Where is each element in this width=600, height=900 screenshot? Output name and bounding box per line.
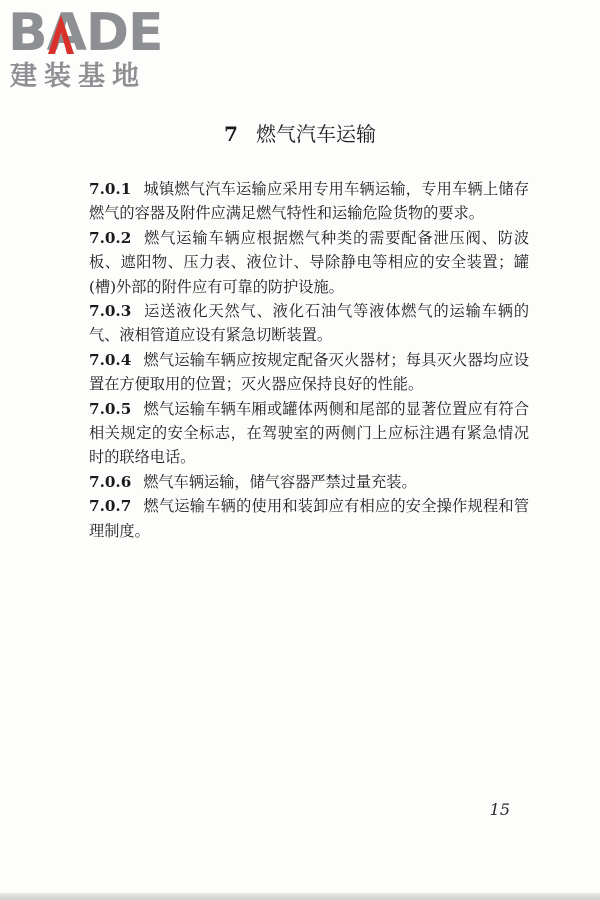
clause-text: 燃气运输车辆应按规定配备灭火器材；每具灭火器均应设置在方便取用的位置；灭火器应保持良好的性能。	[89, 350, 529, 394]
logo-accent-triangle-icon	[46, 12, 76, 56]
clause-list	[89, 177, 529, 543]
clause-text: 燃气运输车辆应根据燃气种类的需要配备泄压阀、防波板、遮阳物、压力表、液位计、导除静电等相应的安全装置；罐(槽)外部的附件应有可靠的防护设施。	[89, 228, 529, 296]
clause-number: 7.0.5	[89, 399, 132, 418]
clause-number: 7.0.6	[89, 472, 132, 491]
page-number: 15	[489, 800, 510, 819]
logo-subtitle: 建装基地	[10, 61, 146, 92]
clause-text: 燃气运输车辆车厢或罐体两侧和尾部的显著位置应有符合相关规定的安全标志，在驾驶室的两侧门上应标注遇有紧急情况时的联络电话。	[89, 399, 529, 467]
chapter-title	[0, 120, 600, 148]
bade-logo	[8, 3, 178, 96]
page-bottom-edge	[0, 893, 600, 900]
clause-number: 7.0.4	[89, 350, 132, 369]
clause-number: 7.0.1	[89, 180, 132, 198]
clause-7-0-2	[89, 226, 529, 299]
clause-text: 燃气车辆运输，储气容器严禁过量充装。	[143, 472, 417, 491]
clause-7-0-1	[89, 177, 529, 226]
clause-7-0-7	[89, 494, 529, 543]
logo-wordmark: BADE	[8, 3, 163, 63]
clause-text: 城镇燃气汽车运输应采用专用车辆运输，专用车辆上储存燃气的容器及附件应满足燃气特性和运输危险货物的要求。	[89, 180, 529, 223]
clause-text: 燃气运输车辆的使用和装卸应有相应的安全操作规程和管理制度。	[89, 497, 529, 540]
clause-7-0-6	[89, 470, 529, 494]
logo-accent-shape	[48, 15, 74, 54]
clause-7-0-5	[89, 397, 529, 470]
clause-7-0-3	[89, 299, 529, 348]
clause-7-0-4	[89, 348, 529, 397]
chapter-number: 7	[224, 122, 238, 146]
clause-text: 运送液化天然气、液化石油气等液体燃气的运输车辆的气、液相管道应设有紧急切断装置。	[89, 302, 529, 345]
clause-number: 7.0.2	[89, 228, 132, 247]
clause-number: 7.0.3	[89, 302, 132, 321]
chapter-title-text: 燃气汽车运输	[255, 122, 376, 146]
clause-number: 7.0.7	[89, 497, 132, 516]
